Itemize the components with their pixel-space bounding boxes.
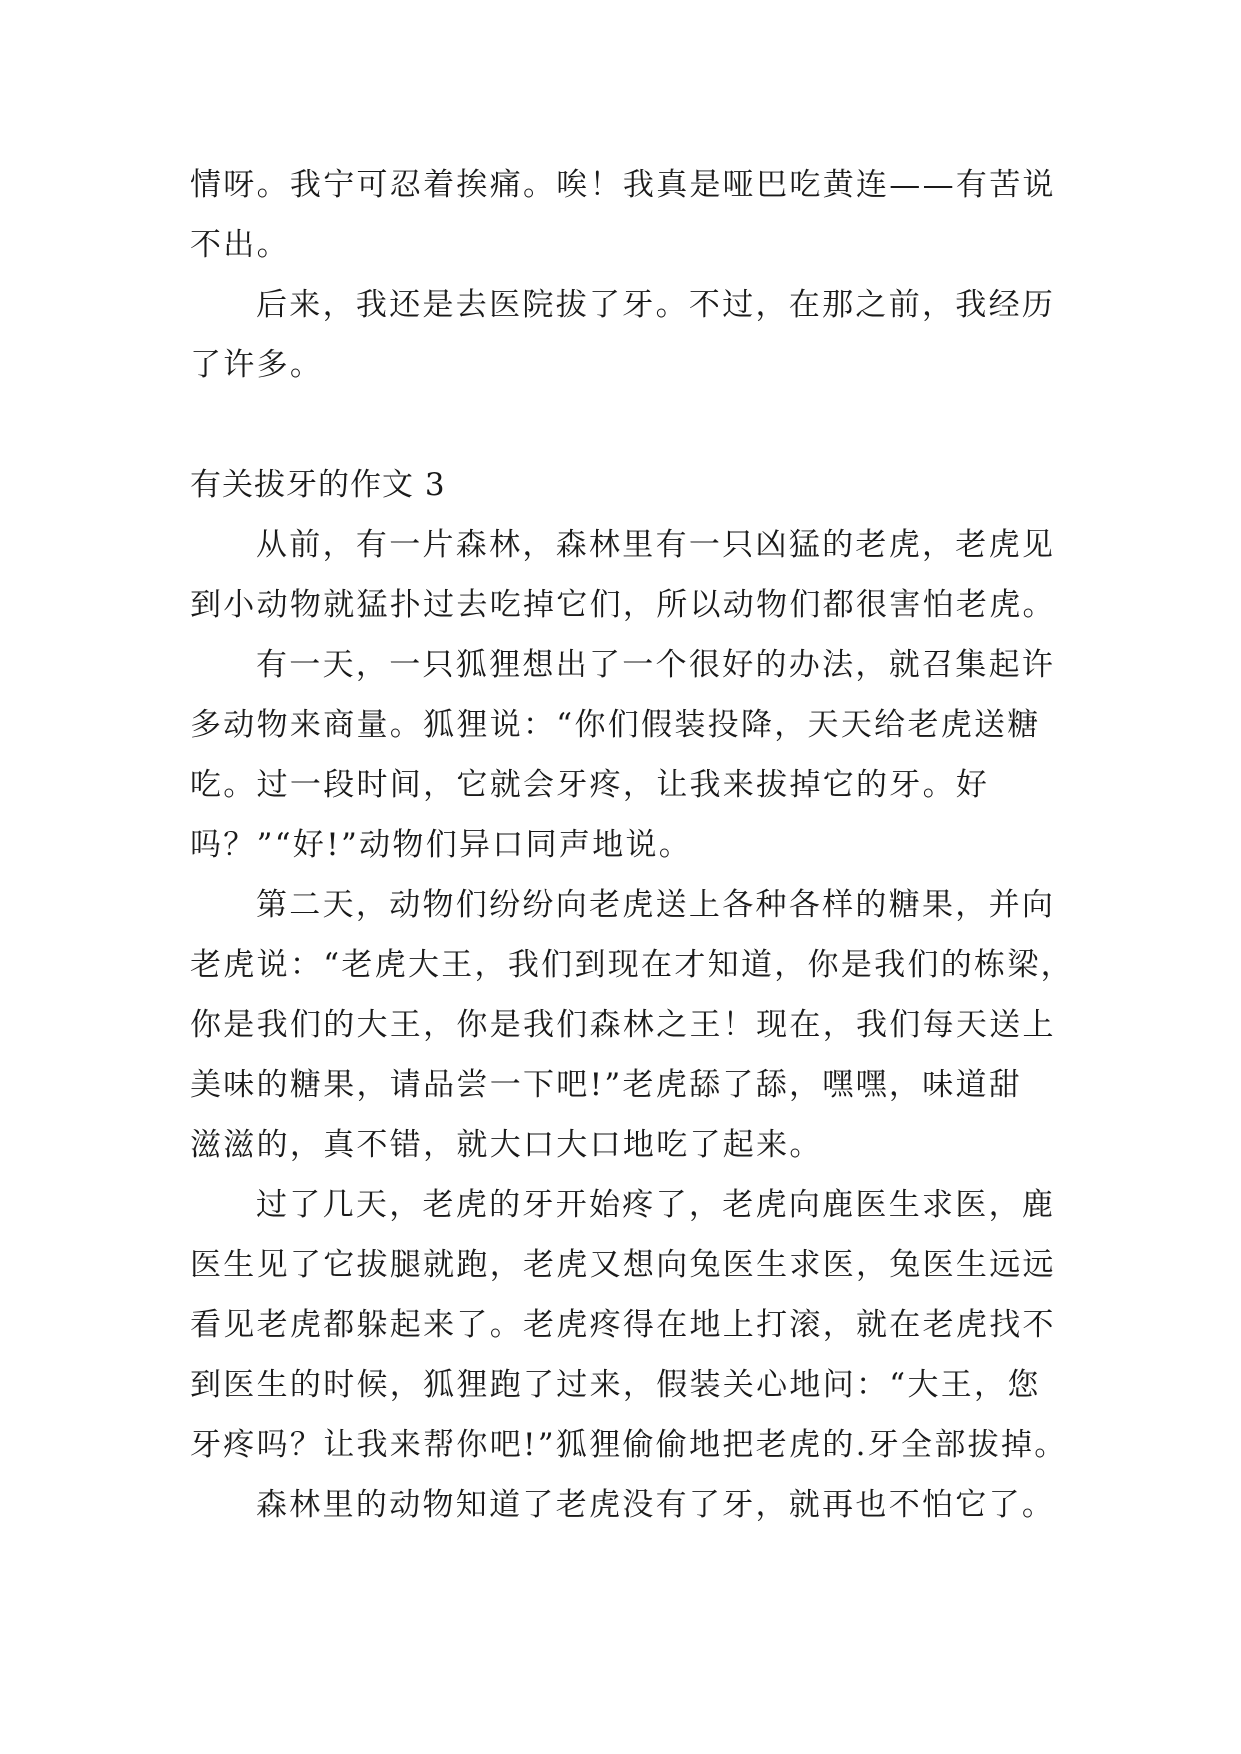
text-line: 多动物来商量。狐狸说：“你们假装投降，天天给老虎送糖 <box>190 707 1041 743</box>
text-line: 滋滋的，真不错，就大口大口地吃了起来。 <box>190 1127 823 1163</box>
text-line: 老虎说：“老虎大王，我们到现在才知道，你是我们的栋梁， <box>190 947 1074 983</box>
text-line: 过了几天，老虎的牙开始疼了，老虎向鹿医生求医，鹿 <box>256 1187 1056 1223</box>
text-line: 到小动物就猛扑过去吃掉它们，所以动物们都很害怕老虎。 <box>190 587 1056 623</box>
text-line: 到医生的时候，狐狸跑了过来，假装关心地问：“大王，您 <box>190 1367 1041 1403</box>
blank-line <box>190 395 1110 455</box>
text-line: 你是我们的大王，你是我们森林之王！现在，我们每天送上 <box>190 1007 1056 1043</box>
text-line: 不出。 <box>190 227 290 263</box>
text-line: 第二天，动物们纷纷向老虎送上各种各样的糖果，并向 <box>256 887 1056 923</box>
text-line: 吃。过一段时间，它就会牙疼，让我来拔掉它的牙。好 <box>190 767 990 803</box>
text-line: 看见老虎都躲起来了。老虎疼得在地上打滚，就在老虎找不 <box>190 1307 1056 1343</box>
text-line: 医生见了它拔腿就跑，老虎又想向兔医生求医，兔医生远远 <box>190 1247 1056 1283</box>
section-title: 有关拔牙的作文 3 <box>190 467 446 503</box>
text-line: 吗？”“好!”动物们异口同声地说。 <box>190 827 693 863</box>
document-body <box>190 155 1110 1535</box>
text-line: 有一天，一只狐狸想出了一个很好的办法，就召集起许 <box>256 647 1056 683</box>
text-line: 从前，有一片森林，森林里有一只凶猛的老虎，老虎见 <box>256 527 1056 563</box>
text-line: 后来，我还是去医院拔了牙。不过，在那之前，我经历 <box>256 287 1056 323</box>
text-line: 情呀。我宁可忍着挨痛。唉！我真是哑巴吃黄连——有苦说 <box>190 167 1056 203</box>
text-line: 了许多。 <box>190 347 324 383</box>
text-line: 牙疼吗？让我来帮你吧!”狐狸偷偷地把老虎的.牙全部拔掉。 <box>190 1427 1068 1463</box>
text-line: 美味的糖果，请品尝一下吧!”老虎舔了舔，嘿嘿，味道甜 <box>190 1067 1023 1103</box>
text-line: 森林里的动物知道了老虎没有了牙，就再也不怕它了。 <box>256 1487 1056 1523</box>
